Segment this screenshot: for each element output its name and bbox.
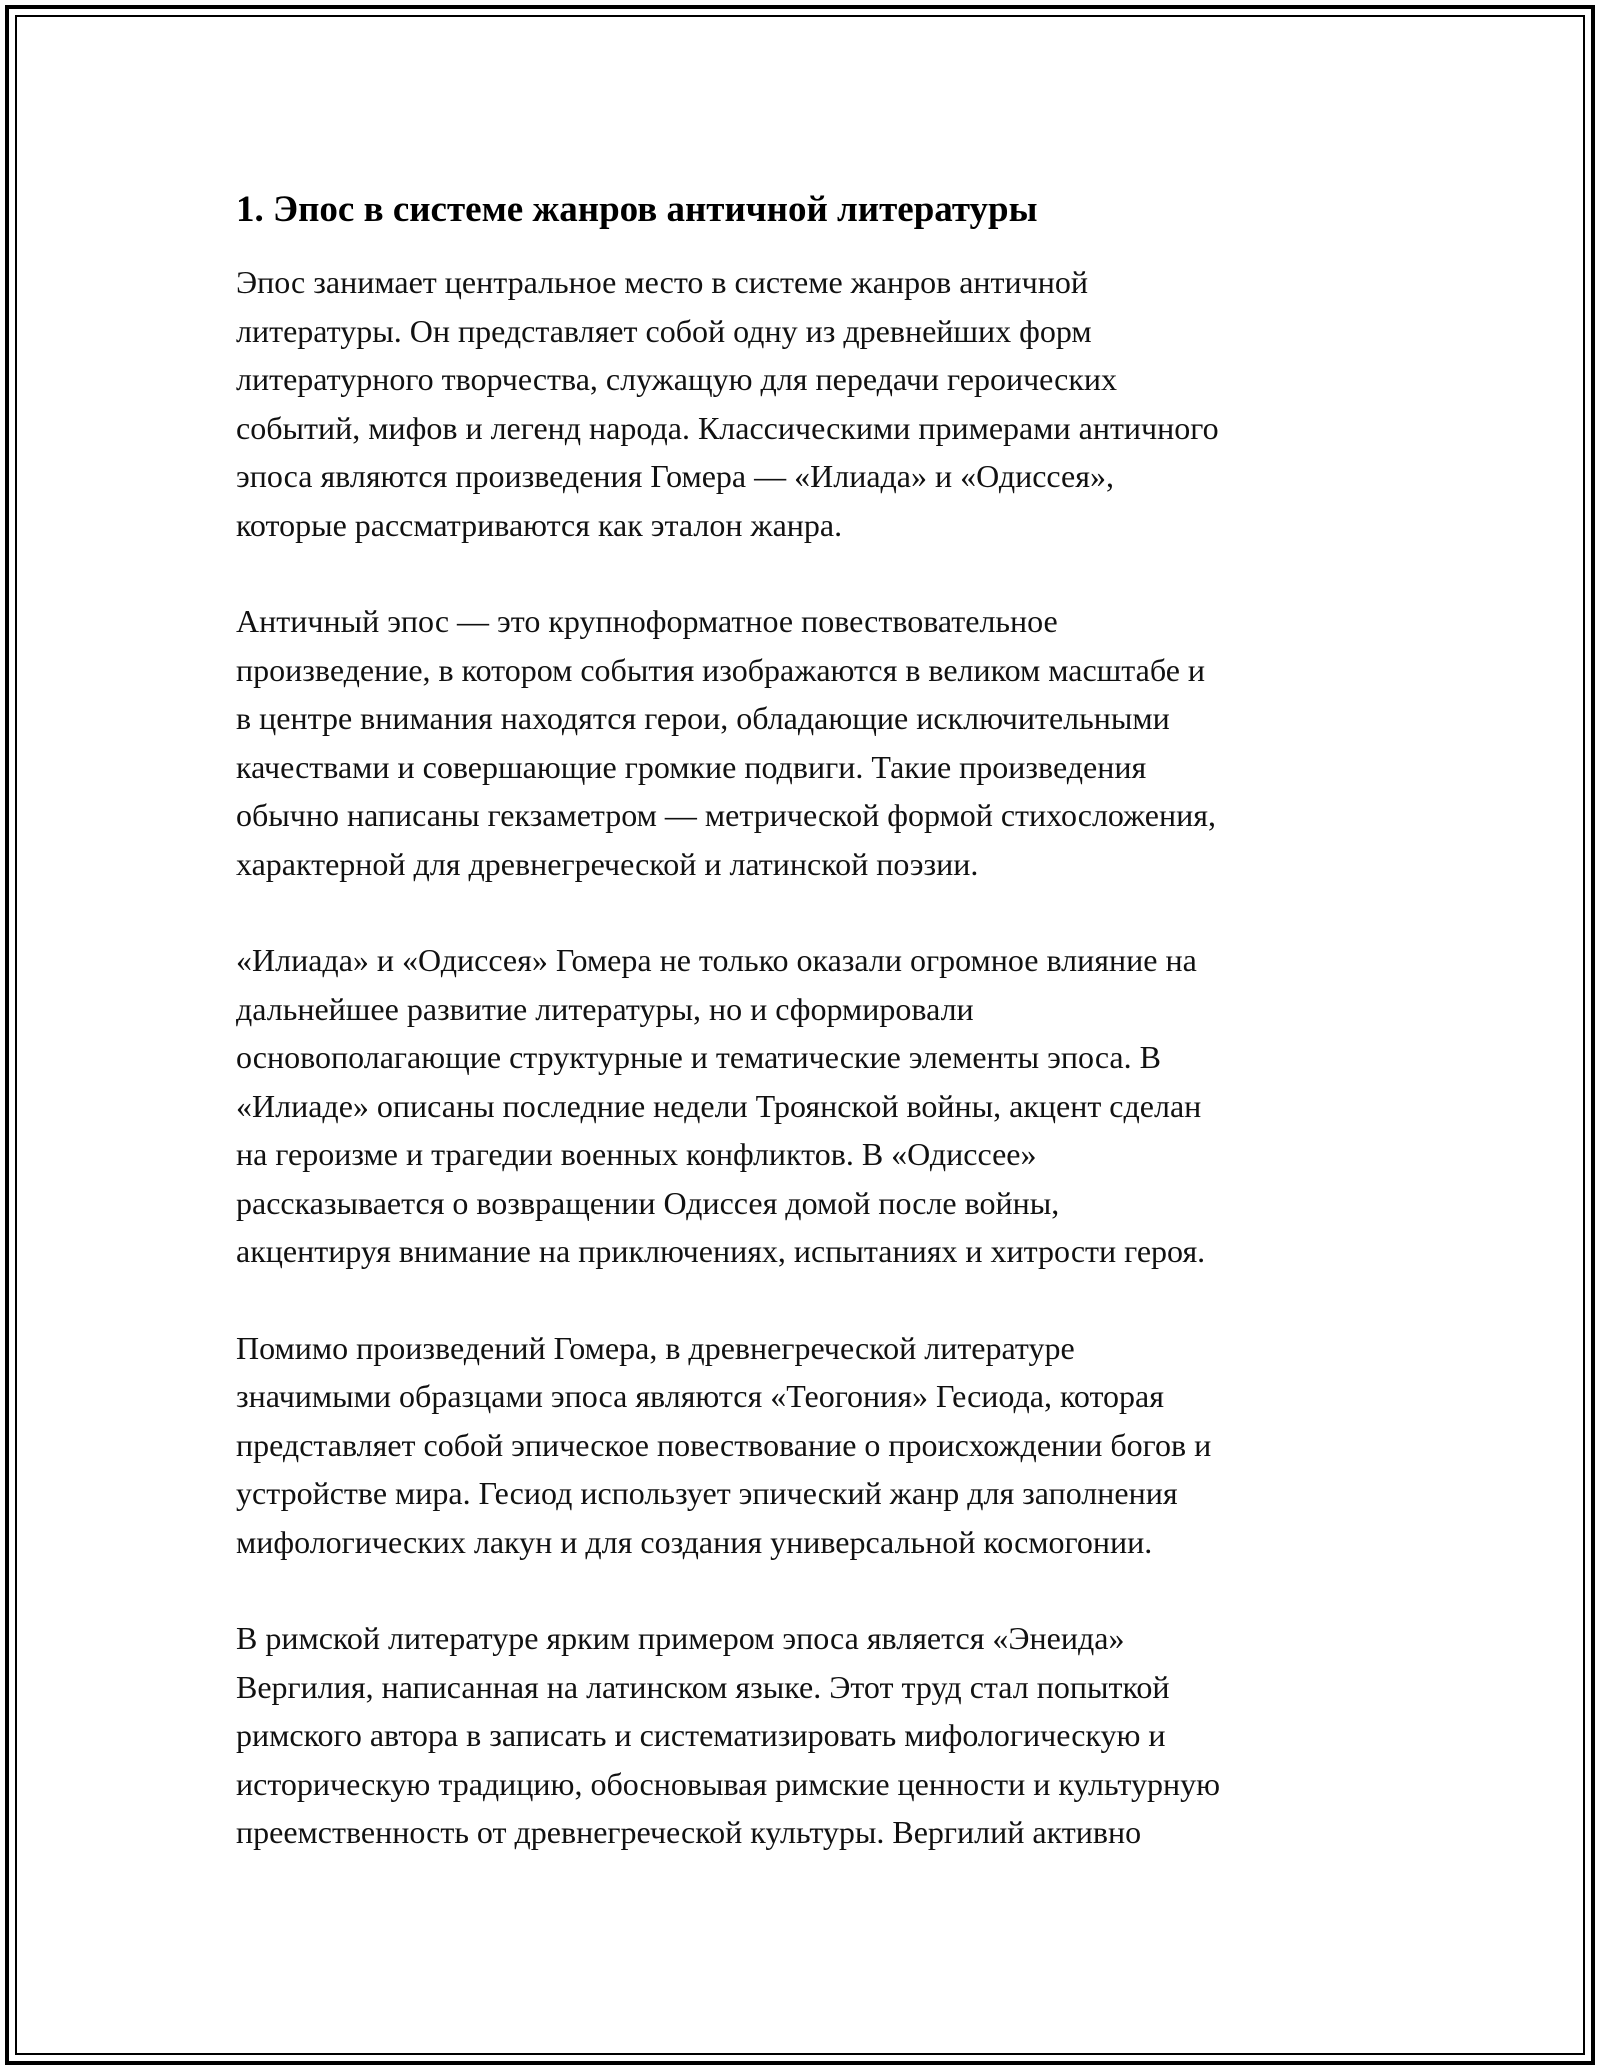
- paragraph-5: В римской литературе ярким примером эпоса является «Энеида» Вергилия, написанная на латинском языке. Этот труд стал попыткой римского автора в записать и систематизировать мифологическую и историческую традицию, обосновывая римские ценности и культурную преемственность от древнегреческой культуры. Вергилий активно: [236, 1620, 1220, 1851]
- paragraph-3: «Илиада» и «Одиссея» Гомера не только оказали огромное влияние на дальнейшее развитие литературы, но и сформировали основополагающие структурные и тематические элементы эпоса. В «Илиаде» описаны последние недели Троянской войны, акцент сделан на героизме и трагедии военных конфликтов. В «Одиссее» рассказывается о возвращении Одиссея домой после войны, акцентируя внимание на приключениях, испытаниях и хитрости героя.: [236, 942, 1206, 1270]
- section-heading: 1. Эпос в системе жанров античной литературы: [236, 189, 1038, 230]
- paragraph-2: Античный эпос — это крупноформатное повествовательное произведение, в котором события изображаются в великом масштабе и в центре внимания находятся герои, обладающие исключительными качествами и совершающие громкие подвиги. Такие произведения обычно написаны гекзаметром — метрической формой стихосложения, характерной для древнегреческой и латинской поэзии.: [236, 603, 1216, 882]
- paragraph-4: Помимо произведений Гомера, в древнегреческой литературе значимыми образцами эпоса являются «Теогония» Гесиода, которая представляет собой эпическое повествование о происхождении богов и устройстве мира. Гесиод использует эпический жанр для заполнения мифологических лакун и для создания универсальной космогонии.: [236, 1329, 1212, 1560]
- document-body: [236, 188, 1386, 1905]
- paragraph-1: Эпос занимает центральное место в системе жанров античной литературы. Он представляет собой одну из древнейших форм литературного творчества, служащую для передачи героических событий, мифов и легенд народа. Классическими примерами античного эпоса являются произведения Гомера — «Илиада» и «Одиссея», которые рассматриваются как эталон жанра.: [236, 264, 1219, 543]
